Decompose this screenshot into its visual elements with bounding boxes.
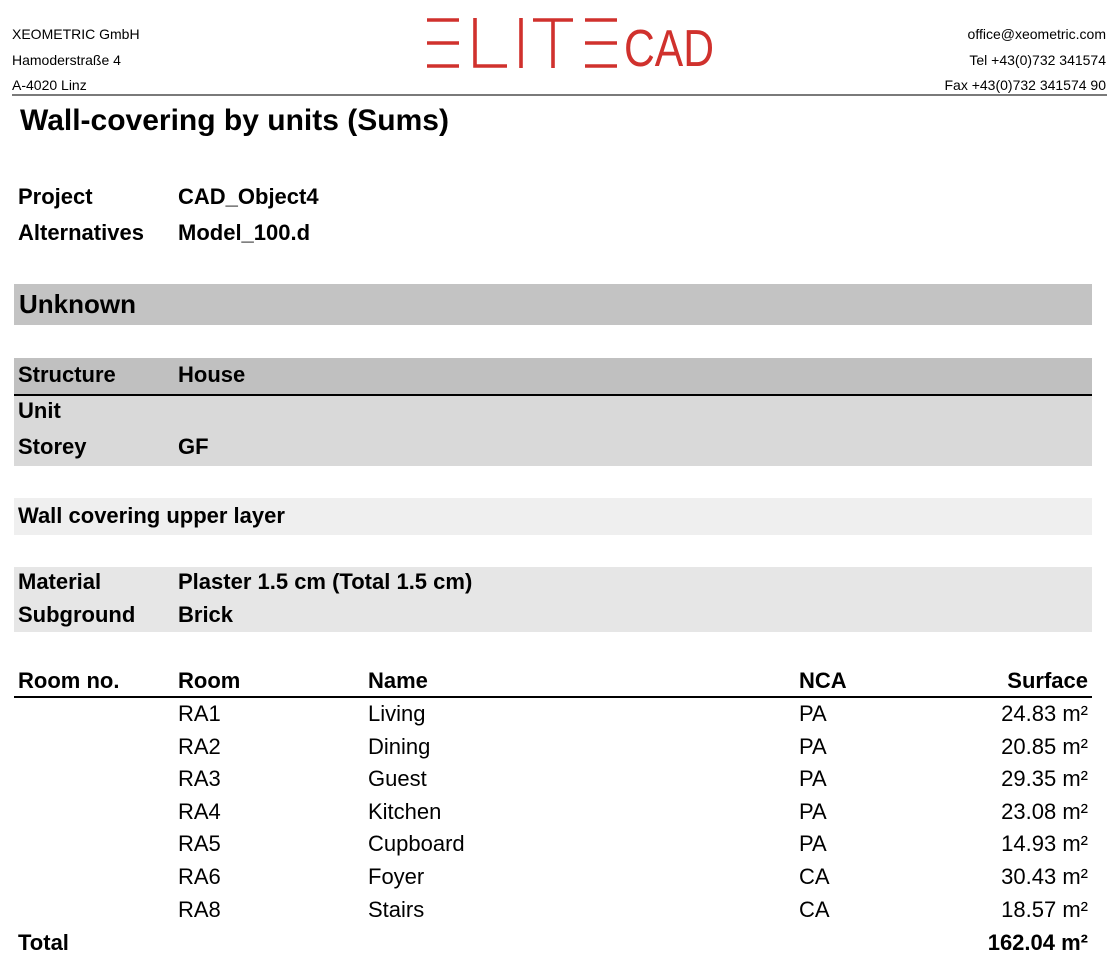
structure-label: Structure [18, 362, 116, 387]
company-address [12, 22, 140, 99]
total-label: Total [18, 930, 69, 955]
cell-name: Guest [368, 766, 427, 792]
cell-name: Stairs [368, 896, 425, 922]
cell-room: RA2 [178, 733, 221, 759]
header-surface: Surface [1007, 668, 1088, 693]
material-band [14, 567, 1092, 632]
cell-nca: PA [799, 831, 827, 857]
cell-surface: 20.85 m² [1001, 733, 1088, 759]
total-value: 162.04 m² [987, 930, 1088, 955]
structure-value: House [178, 362, 246, 387]
cell-room: RA4 [178, 798, 221, 824]
subground-label: Subground [18, 602, 136, 627]
company-city: A-4020 Linz [12, 77, 87, 93]
project-value: CAD_Object4 [178, 184, 319, 209]
material-value: Plaster 1.5 cm (Total 1.5 cm) [178, 569, 473, 594]
company-contact [944, 22, 1106, 99]
header-nca: NCA [799, 668, 847, 693]
table-row [14, 863, 1092, 896]
contact-fax: Fax +43(0)732 341574 90 [944, 77, 1106, 93]
subground-value: Brick [178, 602, 234, 627]
company-name: XEOMETRIC GmbH [12, 26, 140, 42]
layer-title: Wall covering upper layer [18, 503, 285, 528]
table-row [14, 733, 1092, 766]
header-room: Room [178, 668, 241, 693]
cell-room: RA3 [178, 766, 221, 792]
cell-surface: 18.57 m² [1001, 896, 1088, 922]
cell-nca: CA [799, 863, 830, 889]
unit-storey-band [14, 396, 1092, 466]
section-title: Unknown [19, 289, 136, 319]
header-room-no: Room no. [18, 668, 120, 693]
table-row [14, 896, 1092, 929]
cell-room: RA5 [178, 831, 221, 857]
cell-surface: 29.35 m² [1001, 766, 1088, 792]
cell-surface: 24.83 m² [1001, 701, 1088, 726]
unit-label: Unit [18, 398, 61, 423]
cell-surface: 23.08 m² [1001, 798, 1088, 824]
cell-surface: 30.43 m² [1001, 863, 1088, 889]
alternatives-label: Alternatives [18, 220, 144, 245]
svg-text:CAD: CAD [624, 20, 714, 78]
cell-name: Living [368, 701, 426, 726]
contact-tel: Tel +43(0)732 341574 [969, 51, 1106, 68]
material-label: Material [18, 569, 102, 594]
alternatives-value: Model_100.d [178, 220, 311, 245]
cell-nca: PA [799, 798, 827, 824]
table-row [14, 700, 1092, 733]
cell-nca: PA [799, 701, 827, 726]
cell-surface: 14.93 m² [1001, 831, 1088, 857]
contact-email: office@xeometric.com [967, 26, 1106, 42]
cell-room: RA1 [178, 701, 221, 726]
cell-nca: PA [799, 733, 827, 759]
table-row [14, 830, 1092, 863]
storey-label: Storey [18, 434, 87, 459]
header-name: Name [368, 668, 428, 693]
cell-nca: PA [799, 766, 827, 792]
table-total [14, 930, 1092, 958]
cell-name: Dining [368, 733, 431, 759]
cell-room: RA8 [178, 896, 221, 922]
header-divider [12, 94, 1107, 96]
page-title: Wall-covering by units (Sums) [20, 104, 449, 137]
cell-name: Cupboard [368, 831, 465, 857]
cell-name: Foyer [368, 863, 425, 889]
structure-band [14, 358, 1092, 396]
cell-nca: CA [799, 896, 830, 922]
table-header [14, 668, 1092, 698]
table-row [14, 798, 1092, 831]
table-body [14, 700, 1092, 928]
company-street: Hamoderstraße 4 [12, 51, 121, 68]
project-label: Project [18, 184, 93, 209]
storey-value: GF [178, 434, 209, 459]
layer-band [14, 498, 1092, 535]
section-band [14, 284, 1092, 325]
table-row [14, 765, 1092, 798]
elitecad-logo [425, 16, 715, 78]
cell-room: RA6 [178, 863, 221, 889]
cell-name: Kitchen [368, 798, 442, 824]
